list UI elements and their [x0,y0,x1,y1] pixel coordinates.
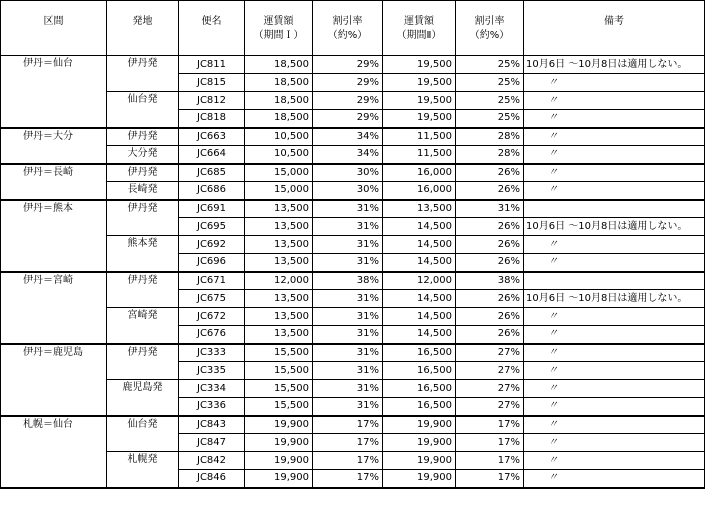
fare-period-1-cell: 13,500 [245,290,313,308]
rate-period-1-cell: 17% [313,452,383,470]
header-fare2-line2: （期間Ⅱ） [396,30,442,41]
origin-cell: 鹿児島発 [107,380,179,416]
origin-cell: 大分発 [107,146,179,164]
rate-period-2-cell: 25% [456,56,524,74]
rate-period-2-cell: 17% [456,452,524,470]
flight-number-cell: JC334 [179,380,245,398]
fare-period-1-cell: 15,500 [245,380,313,398]
fare-period-1-cell: 13,500 [245,200,313,218]
rate-period-2-cell: 25% [456,92,524,110]
flight-number-cell: JC663 [179,128,245,146]
rate-period-1-cell: 31% [313,218,383,236]
fare-period-2-cell: 19,500 [383,56,456,74]
header-fare1-line1: 運賃額 [263,16,294,27]
origin-cell: 仙台発 [107,416,179,452]
flight-number-cell: JC333 [179,344,245,362]
flight-number-cell: JC812 [179,92,245,110]
flight-number-cell: JC696 [179,254,245,272]
fare-period-2-cell: 14,500 [383,236,456,254]
rate-period-2-cell: 27% [456,362,524,380]
origin-cell: 伊丹発 [107,56,179,92]
rate-period-1-cell: 29% [313,74,383,92]
table-row [1,308,705,326]
header-fare-period-2 [383,1,456,56]
remarks-cell [524,200,705,218]
rate-period-1-cell: 31% [313,398,383,416]
fare-period-2-cell: 14,500 [383,308,456,326]
rate-period-1-cell: 30% [313,164,383,182]
fare-period-1-cell: 13,500 [245,308,313,326]
flight-number-cell: JC842 [179,452,245,470]
flight-number-cell: JC695 [179,218,245,236]
fare-period-1-cell: 12,000 [245,272,313,290]
remarks-cell: 〃 [524,398,705,416]
table-row [1,344,705,362]
fare-period-2-cell: 12,000 [383,272,456,290]
fare-period-1-cell: 13,500 [245,326,313,344]
fare-period-1-cell: 15,000 [245,182,313,200]
remarks-cell: 10月6日 ～10月8日は適用しない。 [524,56,705,74]
rate-period-2-cell: 28% [456,146,524,164]
rate-period-1-cell: 31% [313,236,383,254]
fare-table-header [1,1,705,56]
remarks-cell: 〃 [524,326,705,344]
table-row [1,128,705,146]
rate-period-2-cell: 26% [456,290,524,308]
fare-period-2-cell: 19,900 [383,434,456,452]
flight-number-cell: JC672 [179,308,245,326]
origin-cell: 伊丹発 [107,164,179,182]
fare-period-2-cell: 14,500 [383,218,456,236]
flight-number-cell: JC691 [179,200,245,218]
fare-period-2-cell: 16,500 [383,344,456,362]
fare-period-2-cell: 19,900 [383,470,456,488]
remarks-cell: 〃 [524,254,705,272]
rate-period-2-cell: 17% [456,416,524,434]
rate-period-1-cell: 17% [313,416,383,434]
rate-period-2-cell: 26% [456,254,524,272]
section-cell: 伊丹＝長崎 [1,164,107,200]
rate-period-2-cell: 26% [456,308,524,326]
remarks-cell: 〃 [524,434,705,452]
header-fare1-line2: （期間Ｉ） [253,30,304,41]
rate-period-1-cell: 17% [313,434,383,452]
table-row [1,92,705,110]
rate-period-2-cell: 27% [456,398,524,416]
rate-period-2-cell: 27% [456,380,524,398]
origin-cell: 伊丹発 [107,272,179,308]
rate-period-2-cell: 31% [456,200,524,218]
rate-period-1-cell: 38% [313,272,383,290]
origin-cell: 伊丹発 [107,200,179,236]
flight-number-cell: JC686 [179,182,245,200]
table-row [1,146,705,164]
table-row [1,56,705,74]
origin-cell: 仙台発 [107,92,179,128]
flight-number-cell: JC843 [179,416,245,434]
table-row [1,164,705,182]
section-cell: 伊丹＝鹿児島 [1,344,107,416]
table-row [1,182,705,200]
flight-number-cell: JC846 [179,470,245,488]
rate-period-2-cell: 26% [456,326,524,344]
fare-period-2-cell: 19,500 [383,110,456,128]
rate-period-1-cell: 30% [313,182,383,200]
header-remarks: 備考 [524,1,705,56]
rate-period-1-cell: 29% [313,56,383,74]
rate-period-1-cell: 31% [313,308,383,326]
fare-period-2-cell: 19,900 [383,416,456,434]
fare-period-1-cell: 19,900 [245,416,313,434]
rate-period-1-cell: 31% [313,290,383,308]
remarks-cell: 〃 [524,416,705,434]
remarks-cell [524,272,705,290]
remarks-cell: 〃 [524,362,705,380]
rate-period-1-cell: 31% [313,380,383,398]
header-flight: 便名 [179,1,245,56]
remarks-cell: 〃 [524,110,705,128]
fare-period-2-cell: 16,500 [383,380,456,398]
table-row [1,236,705,254]
rate-period-1-cell: 31% [313,254,383,272]
flight-number-cell: JC675 [179,290,245,308]
rate-period-1-cell: 34% [313,128,383,146]
remarks-cell: 〃 [524,308,705,326]
flight-number-cell: JC335 [179,362,245,380]
fare-period-2-cell: 19,900 [383,452,456,470]
fare-period-2-cell: 14,500 [383,326,456,344]
section-cell: 伊丹＝大分 [1,128,107,164]
origin-cell: 伊丹発 [107,128,179,146]
fare-period-2-cell: 14,500 [383,254,456,272]
fare-period-1-cell: 13,500 [245,236,313,254]
fare-period-1-cell: 19,900 [245,470,313,488]
fare-period-1-cell: 13,500 [245,254,313,272]
fare-period-1-cell: 18,500 [245,92,313,110]
header-rate2-line1: 割引率 [474,16,505,27]
fare-period-1-cell: 18,500 [245,74,313,92]
fare-period-2-cell: 16,000 [383,182,456,200]
rate-period-1-cell: 17% [313,470,383,488]
flight-number-cell: JC692 [179,236,245,254]
rate-period-2-cell: 26% [456,236,524,254]
fare-period-2-cell: 16,000 [383,164,456,182]
origin-cell: 伊丹発 [107,344,179,380]
header-origin: 発地 [107,1,179,56]
fare-period-1-cell: 13,500 [245,218,313,236]
fare-period-2-cell: 19,500 [383,74,456,92]
remarks-cell: 〃 [524,164,705,182]
header-fare2-line1: 運賃額 [404,16,434,27]
flight-number-cell: JC847 [179,434,245,452]
rate-period-1-cell: 29% [313,92,383,110]
section-cell: 伊丹＝仙台 [1,56,107,128]
fare-table-body [1,56,705,488]
fare-period-1-cell: 19,900 [245,434,313,452]
rate-period-2-cell: 17% [456,470,524,488]
table-row [1,272,705,290]
fare-period-1-cell: 15,500 [245,344,313,362]
fare-period-2-cell: 13,500 [383,200,456,218]
flight-number-cell: JC685 [179,164,245,182]
remarks-cell: 〃 [524,182,705,200]
fare-period-1-cell: 10,500 [245,146,313,164]
fare-period-1-cell: 18,500 [245,56,313,74]
section-cell: 伊丹＝熊本 [1,200,107,272]
flight-number-cell: JC818 [179,110,245,128]
remarks-cell: 10月6日 ～10月8日は適用しない。 [524,290,705,308]
remarks-cell: 〃 [524,470,705,488]
rate-period-2-cell: 25% [456,110,524,128]
remarks-cell: 〃 [524,380,705,398]
fare-period-2-cell: 16,500 [383,398,456,416]
origin-cell: 宮崎発 [107,308,179,344]
rate-period-2-cell: 25% [456,74,524,92]
remarks-cell: 〃 [524,74,705,92]
section-cell: 伊丹＝宮崎 [1,272,107,344]
rate-period-1-cell: 29% [313,110,383,128]
header-rate2-line2: （約%） [469,30,510,41]
rate-period-1-cell: 31% [313,344,383,362]
flight-number-cell: JC815 [179,74,245,92]
rate-period-2-cell: 28% [456,128,524,146]
fare-period-2-cell: 16,500 [383,362,456,380]
fare-period-1-cell: 19,900 [245,452,313,470]
table-row [1,416,705,434]
rate-period-1-cell: 31% [313,362,383,380]
fare-period-2-cell: 19,500 [383,92,456,110]
rate-period-1-cell: 34% [313,146,383,164]
flight-number-cell: JC671 [179,272,245,290]
fare-period-1-cell: 15,500 [245,362,313,380]
flight-number-cell: JC676 [179,326,245,344]
table-row [1,380,705,398]
remarks-cell: 〃 [524,146,705,164]
fare-period-1-cell: 18,500 [245,110,313,128]
rate-period-2-cell: 26% [456,164,524,182]
table-row [1,200,705,218]
fare-period-1-cell: 15,500 [245,398,313,416]
remarks-cell: 〃 [524,236,705,254]
fare-period-2-cell: 11,500 [383,128,456,146]
rate-period-2-cell: 17% [456,434,524,452]
origin-cell: 札幌発 [107,452,179,488]
remarks-cell: 〃 [524,452,705,470]
remarks-cell: 10月6日 ～10月8日は適用しない。 [524,218,705,236]
flight-number-cell: JC336 [179,398,245,416]
remarks-cell: 〃 [524,92,705,110]
fare-period-1-cell: 10,500 [245,128,313,146]
section-cell: 札幌＝仙台 [1,416,107,488]
origin-cell: 長崎発 [107,182,179,200]
table-row [1,452,705,470]
rate-period-2-cell: 27% [456,344,524,362]
rate-period-2-cell: 26% [456,182,524,200]
origin-cell: 熊本発 [107,236,179,272]
flight-number-cell: JC664 [179,146,245,164]
remarks-cell: 〃 [524,128,705,146]
header-rate-period-2 [456,1,524,56]
header-rate1-line2: （約%） [327,30,368,41]
fare-period-2-cell: 14,500 [383,290,456,308]
rate-period-2-cell: 26% [456,218,524,236]
flight-number-cell: JC811 [179,56,245,74]
fare-period-1-cell: 15,000 [245,164,313,182]
rate-period-1-cell: 31% [313,326,383,344]
header-fare-period-1 [245,1,313,56]
remarks-cell: 〃 [524,344,705,362]
header-section: 区間 [1,1,107,56]
rate-period-2-cell: 38% [456,272,524,290]
rate-period-1-cell: 31% [313,200,383,218]
fare-period-2-cell: 11,500 [383,146,456,164]
header-rate-period-1 [313,1,383,56]
header-rate1-line1: 割引率 [332,16,363,27]
